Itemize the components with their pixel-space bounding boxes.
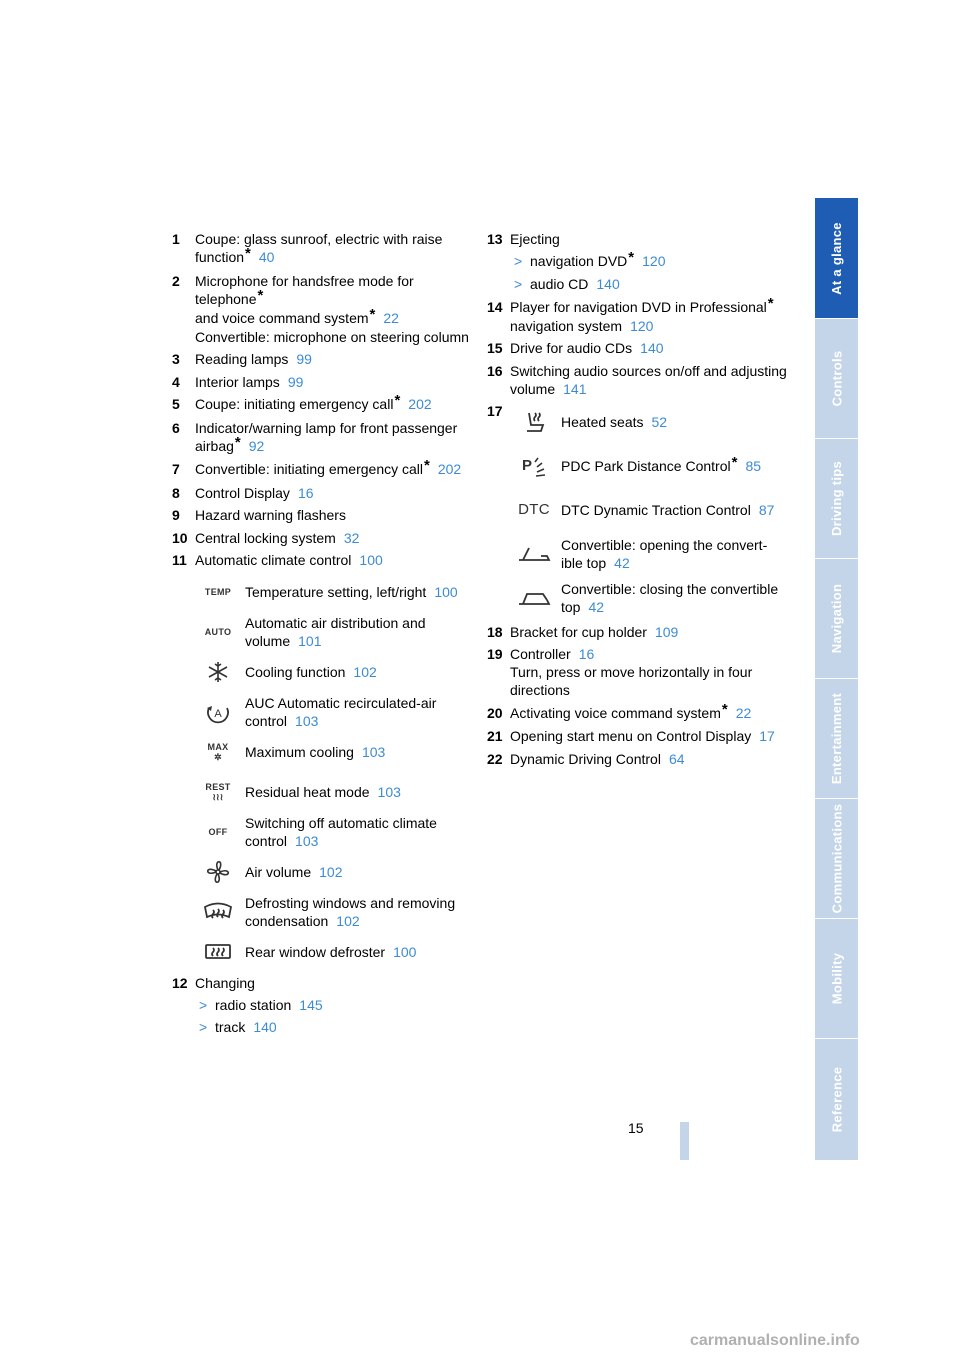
item-18 <box>487 623 787 641</box>
page-ref-link[interactable]: 100 <box>393 943 417 960</box>
climate-row-defrost <box>195 894 472 930</box>
item-text: and voice command system <box>195 309 369 326</box>
item-text: Convertible: initiating emergency call <box>195 461 423 477</box>
right-column <box>487 230 787 772</box>
page-ref-link[interactable]: 120 <box>630 317 654 334</box>
item-text: Automatic climate control <box>195 552 352 568</box>
item-number: 11 <box>172 552 187 568</box>
item-21 <box>487 727 787 745</box>
item-number: 10 <box>172 529 188 546</box>
item-number: 7 <box>172 461 180 477</box>
climate-row-rear-defrost <box>195 934 472 970</box>
item-number: 9 <box>172 507 180 523</box>
tab-mobility[interactable]: Mobility <box>815 918 858 1039</box>
item-text: Central locking system <box>195 529 336 546</box>
item-number: 5 <box>172 396 180 412</box>
row17-close-top <box>511 578 787 618</box>
asterisk-icon: * <box>369 305 376 323</box>
row-text: Residual heat mode <box>245 783 370 800</box>
item-14 <box>487 294 787 335</box>
item-22 <box>487 750 787 768</box>
item-10 <box>172 529 472 547</box>
row17-open-top <box>511 534 787 574</box>
page-ref-link[interactable]: 140 <box>253 1018 277 1035</box>
bullet-arrow-icon: > <box>199 996 208 1013</box>
page-ref-link[interactable]: 100 <box>434 583 458 600</box>
item-16 <box>487 362 787 398</box>
temp-icon: TEMP <box>204 586 232 597</box>
page-ref-link[interactable]: 22 <box>383 309 399 326</box>
item-text: Dynamic Driving Control <box>510 750 661 767</box>
item-number: 20 <box>487 704 503 721</box>
climate-row-max <box>195 734 472 770</box>
asterisk-icon: * <box>767 294 774 312</box>
item-number: 21 <box>487 728 503 744</box>
page-ref-link[interactable]: 140 <box>596 276 620 292</box>
item-number: 3 <box>172 351 180 367</box>
page-ref-link[interactable]: 103 <box>295 832 319 849</box>
page-ref-link[interactable]: 16 <box>297 484 314 501</box>
page-ref-link[interactable]: 40 <box>258 249 275 265</box>
item-text: Control Display <box>195 484 290 501</box>
item-text: Coupe: glass sunroof, electric with raise function <box>195 231 443 265</box>
page-ref-link[interactable]: 202 <box>437 461 462 477</box>
convertible-top-close-icon <box>515 583 553 613</box>
item-13 <box>487 230 787 293</box>
asterisk-icon: * <box>245 245 251 262</box>
asterisk-icon: * <box>394 392 401 409</box>
tab-entertainment[interactable]: Entertainment <box>815 678 858 799</box>
rear-window-defrost-icon <box>199 937 237 967</box>
tab-driving-tips[interactable]: Driving tips <box>815 438 858 559</box>
chapter-sidebar <box>815 198 858 1160</box>
page-ref-link[interactable]: 103 <box>361 743 386 760</box>
row-text: PDC Park Distance Control <box>561 457 731 474</box>
page-ref-link[interactable]: 102 <box>336 912 360 929</box>
auto-icon: AUTO <box>204 626 232 637</box>
residual-heat-icon: REST ≀≀≀ <box>205 781 231 802</box>
page-ref-link[interactable]: 99 <box>287 373 304 390</box>
row-text: Maximum cooling <box>245 743 354 760</box>
item-text: Turn, press or move horizontally in four directions <box>510 664 753 698</box>
row17-heated-seats <box>511 402 787 442</box>
bullet-arrow-icon: > <box>514 276 523 292</box>
item-11 <box>172 551 472 569</box>
item-text: Activating voice command system <box>510 704 721 721</box>
item-7 <box>172 457 472 479</box>
page-marker-bar <box>680 1122 689 1160</box>
bullet-arrow-icon: > <box>514 253 523 269</box>
page-ref-link[interactable]: 16 <box>578 646 595 662</box>
tab-navigation[interactable]: Navigation <box>815 558 858 679</box>
item-text: Interior lamps <box>195 373 280 390</box>
item-number: 18 <box>487 623 503 640</box>
climate-icon-list <box>195 574 472 970</box>
page-ref-link[interactable]: 103 <box>295 712 319 729</box>
row-text: Defrosting windows and removing condensation <box>245 894 456 929</box>
item-text: Player for navigation DVD in Professional <box>510 298 767 315</box>
climate-row-cooling <box>195 654 472 690</box>
row-text: DTC Dynamic Traction Control <box>561 502 751 518</box>
sub-item: > navigation DVD* 120 <box>514 249 666 269</box>
item-number: 17 <box>487 403 503 419</box>
climate-row-air-volume <box>195 854 472 890</box>
auc-recirculation-icon <box>199 697 237 727</box>
park-distance-control-icon <box>515 451 553 481</box>
page-ref-link[interactable]: 32 <box>343 529 360 546</box>
item-text: Changing <box>195 974 255 991</box>
row-text: AUC Automatic recirculated-air control <box>245 694 437 729</box>
tab-communications[interactable]: Communications <box>815 798 858 919</box>
item-2 <box>172 272 472 346</box>
snowflake-icon <box>199 657 237 687</box>
item-text: navigation system <box>510 317 623 334</box>
item-text: Reading lamps <box>195 351 289 367</box>
climate-row-temp <box>195 574 472 610</box>
asterisk-icon: * <box>424 457 430 474</box>
row-text: Convertible: opening the convert-ible top <box>561 537 768 571</box>
asterisk-icon: * <box>257 286 264 304</box>
page-number: 15 <box>628 1120 644 1136</box>
row-text: Convertible: closing the convertible top <box>561 581 779 615</box>
row17-icon-list <box>511 402 787 618</box>
page-ref-link[interactable]: 141 <box>563 380 587 397</box>
page-ref-link[interactable]: 42 <box>588 599 605 615</box>
item-20 <box>487 700 787 723</box>
convertible-top-open-icon <box>515 539 553 569</box>
item-9 <box>172 506 472 524</box>
page-ref-link[interactable]: 102 <box>319 863 343 880</box>
item-19 <box>487 645 787 699</box>
sub-item: > audio CD 140 <box>514 276 620 292</box>
page-ref-link[interactable]: 145 <box>299 996 323 1013</box>
dtc-icon: DTC <box>518 501 550 518</box>
item-text: Bracket for cup holder <box>510 623 647 640</box>
sub-item: > radio station 145 <box>199 996 323 1013</box>
asterisk-icon: * <box>721 700 728 718</box>
page-ref-link[interactable]: 103 <box>377 783 401 800</box>
max-cooling-icon: MAX ✲ <box>207 741 229 762</box>
page-ref-link[interactable]: 102 <box>353 663 377 680</box>
item-3 <box>172 350 472 368</box>
climate-row-rest <box>195 774 472 810</box>
item-text: Coupe: initiating emergency call <box>195 396 394 412</box>
page-ref-link[interactable]: 120 <box>642 253 666 269</box>
watermark-footer: carmanualsonline.info <box>690 1332 860 1349</box>
item-17 <box>487 402 787 618</box>
item-text: Controller <box>510 646 571 662</box>
row-text: Air volume <box>245 863 312 880</box>
item-text: Microphone for handsfree mode for telephone <box>195 272 414 307</box>
item-8 <box>172 484 472 502</box>
row-text: Cooling function <box>245 663 346 680</box>
page-ref-link[interactable]: 109 <box>654 623 679 640</box>
page-ref-link[interactable]: 101 <box>298 632 322 649</box>
page-ref-link[interactable]: 85 <box>745 457 762 474</box>
item-6 <box>172 419 472 456</box>
page-ref-link[interactable]: 87 <box>758 502 775 518</box>
item-number: 16 <box>487 362 503 379</box>
item-15 <box>487 339 787 357</box>
windshield-defrost-icon <box>199 897 237 927</box>
item-number: 2 <box>172 272 180 289</box>
item-number: 12 <box>172 974 188 991</box>
heated-seat-icon <box>515 407 553 437</box>
off-icon: OFF <box>208 826 228 837</box>
tab-controls[interactable]: Controls <box>815 318 858 439</box>
item-12 <box>172 974 472 1036</box>
page-ref-link[interactable]: 92 <box>248 437 265 454</box>
tab-reference[interactable]: Reference <box>829 1066 845 1132</box>
item-number: 22 <box>487 750 503 767</box>
row-text: Temperature setting, left/right <box>245 583 427 600</box>
sub-item: > track 140 <box>199 1018 277 1035</box>
page-ref-link[interactable]: 17 <box>759 728 775 744</box>
item-text: Hazard warning flashers <box>195 507 346 523</box>
item-text: Drive for audio CDs <box>510 340 633 356</box>
page-ref-link[interactable]: 202 <box>408 396 432 412</box>
item-number: 13 <box>487 231 503 247</box>
item-number: 19 <box>487 646 503 662</box>
page-ref-link[interactable]: 64 <box>668 750 685 767</box>
row17-pdc <box>511 446 787 486</box>
row-text: Switching off automatic climate control <box>245 814 437 849</box>
asterisk-icon: * <box>234 433 241 451</box>
svg-text:P: P <box>522 457 533 474</box>
item-text: Ejecting <box>510 231 560 247</box>
svg-text:A: A <box>214 707 222 720</box>
page-ref-link[interactable]: 22 <box>735 704 752 721</box>
climate-row-auc <box>195 694 472 730</box>
item-4 <box>172 373 472 391</box>
item-number: 8 <box>172 484 180 501</box>
item-number: 4 <box>172 373 180 390</box>
item-number: 6 <box>172 419 180 436</box>
page-ref-link[interactable]: 42 <box>614 555 630 571</box>
page-ref-link[interactable]: 52 <box>651 414 668 430</box>
left-column <box>172 230 472 1040</box>
item-number: 15 <box>487 340 503 356</box>
item-text: Indicator/warning lamp for front passenger airbag <box>195 419 458 454</box>
page-ref-link[interactable]: 99 <box>296 351 312 367</box>
item-text: Opening start menu on Control Display <box>510 728 752 744</box>
row-text: Automatic air distribution and volume <box>245 614 426 649</box>
row-text: Heated seats <box>561 414 644 430</box>
page-ref-link[interactable]: 140 <box>640 340 664 356</box>
climate-row-off <box>195 814 472 850</box>
item-1 <box>172 230 472 267</box>
asterisk-icon: * <box>628 249 635 266</box>
item-text: Convertible: microphone on steering column <box>195 328 469 345</box>
item-5 <box>172 392 472 414</box>
row17-dtc <box>511 490 787 530</box>
item-text: Switching audio sources on/off and adjusting volume <box>510 362 787 397</box>
row-text: Rear window defroster <box>245 943 386 960</box>
tab-at-a-glance[interactable]: At a glance <box>815 198 858 319</box>
asterisk-icon: * <box>731 453 738 471</box>
item-number: 1 <box>172 231 180 247</box>
page-ref-link[interactable]: 100 <box>359 552 383 568</box>
item-number: 14 <box>487 298 503 315</box>
fan-icon <box>199 857 237 887</box>
climate-row-auto <box>195 614 472 650</box>
bullet-arrow-icon: > <box>199 1018 208 1035</box>
